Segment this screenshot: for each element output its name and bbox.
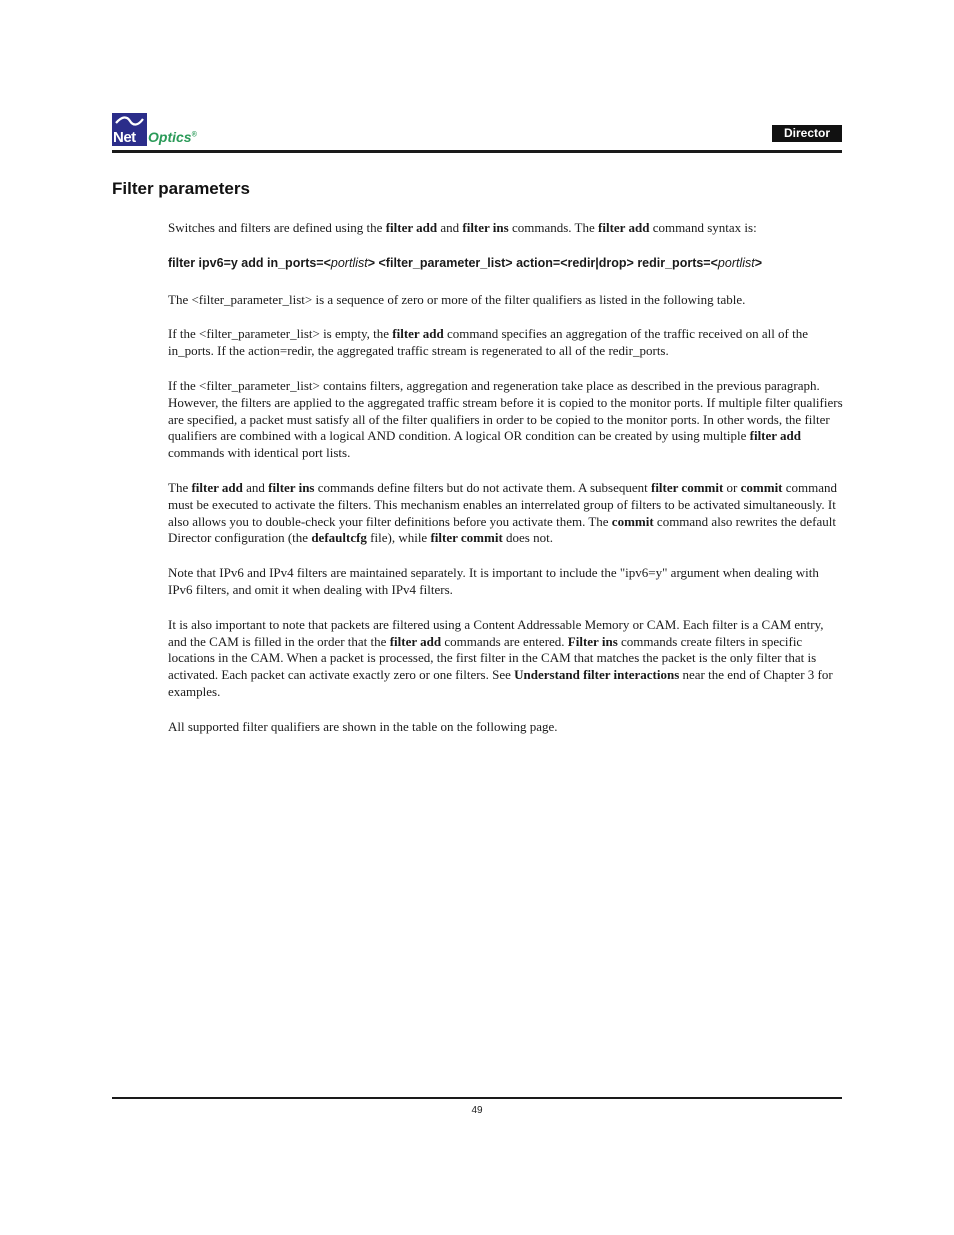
logo-net-text: Net [113,129,136,146]
header-rule [112,150,842,153]
net-optics-logo [112,113,222,147]
footer-rule [112,1097,842,1099]
section-title: Filter parameters [112,179,250,198]
paragraph-table-reference: All supported filter qualifiers are shown in the table on the following page. [168,718,558,734]
director-badge: Director [772,125,842,142]
paragraph-empty-list: If the <filter_parameter_list> is empty, the filter add command specifies an aggregation of the traffic received on all of the in_ports. If the action=redir, the aggregated traffic stream is regenerated to all of the redir_ports. [168,326,809,359]
command-syntax: filter ipv6=y add in_ports=<portlist> <filter_parameter_list> action=<redir|drop> redir_ports=<portlist> [168,255,763,270]
wave-icon [114,115,145,127]
logo-mark [112,113,147,146]
registered-mark: ® [191,131,197,139]
paragraph-parameter-list: The <filter_parameter_list> is a sequence of zero or more of the filter qualifiers as listed in the following table. [168,291,746,307]
logo-optics-text: Optics® [148,129,197,145]
paragraph-ipv6-note: Note that IPv6 and IPv4 filters are maintained separately. It is important to include the "ipv6=y" argument when dealing with IPv6 filters, and omit it when dealing with IPv4 filters. [168,565,819,597]
paragraph-commit: The filter add and filter ins commands define filters but do not activate them. A subsequent filter commit or commit command must be executed to activate the filters. This mechanism enables an interrelated group of filters to be activated simultaneously. It also allows you to double-check your filter definitions before you activate them. The commit command also rewrites the default Director configuration (the defaultcfg file), while filter commit does not. [168,479,838,546]
page-number: 49 [471,1105,483,1116]
paragraph-intro: Switches and filters are defined using the filter add and filter ins commands. The filter add command syntax is: [168,220,757,235]
paragraph-cam: It is also important to note that packets are filtered using a Content Addressable Memory or CAM. Each filter is a CAM entry, and the CAM is filled in the order that the filter add commands are entered. Filter ins commands create filters in specific locations in the CAM. When a packet is processed, the first filter in the CAM that matches the packet is the only filter that is activated. Each packet can activate exactly zero or one filters. See Understand filter interactions near the end of Chapter 3 for examples. [168,616,833,699]
paragraph-filters: If the <filter_parameter_list> contains filters, aggregation and regeneration take place as described in the previous paragraph. However, the filters are applied to the aggregated traffic stream before it is copied to the monitor ports. If multiple filter qualifiers are specified, a packet must satisfy all of the filter qualifiers in order to be copied to the monitor ports. In other words, the filter qualifiers are combined with a logical AND condition. A logical OR condition can be created by using multiple filter add commands with identical port lists. [168,377,843,461]
body-text [168,220,844,754]
